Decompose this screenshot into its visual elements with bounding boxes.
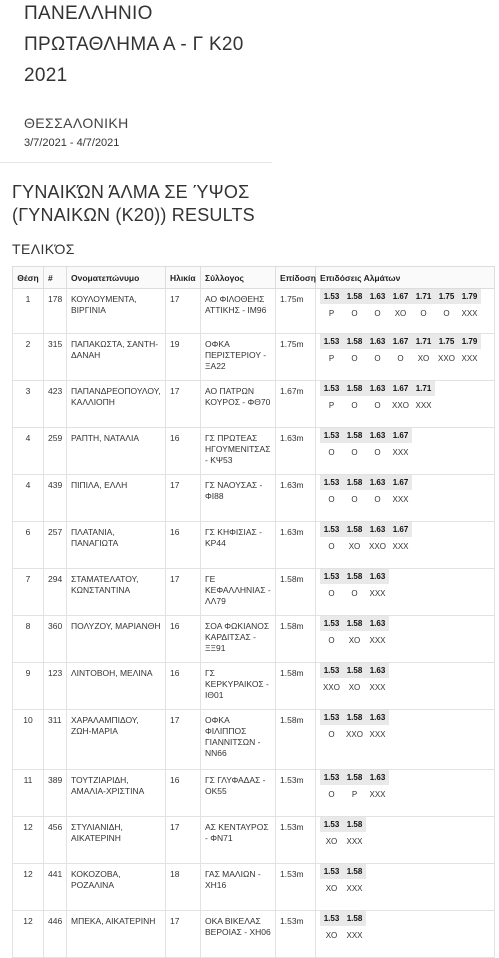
attempts-grid <box>320 911 490 941</box>
cell-athlete-name: ΣΤΑΜΑΤΕΛΑΤΟΥ, ΚΩΝΣΤΑΝΤΙΝΑ <box>67 569 166 616</box>
cell-club: ΓΣ ΚΕΡΚΥΡΑΙΚΟΣ - ΙΘ01 <box>201 663 276 710</box>
attempt-height: 1.58 <box>343 522 366 537</box>
attempts-grid <box>320 663 490 693</box>
cell-bib: 311 <box>44 710 67 770</box>
attempt-result: O <box>328 635 335 645</box>
cell-athlete-name: ΚΟΚΟΖΟΒΑ, ΡΟΖΑΛΙΝΑ <box>67 864 166 911</box>
attempt-result: O <box>374 400 381 410</box>
attempt-result: XO <box>325 883 338 893</box>
attempt-result: XO <box>348 682 361 692</box>
cell-attempts <box>316 817 495 864</box>
cell-position: 4 <box>13 428 44 475</box>
attempt-result: XXX <box>415 400 432 410</box>
attempt-height: 1.63 <box>366 334 389 349</box>
attempt-height: 1.71 <box>412 334 435 349</box>
cell-attempts <box>316 569 495 616</box>
attempt-height: 1.53 <box>320 616 343 631</box>
cell-position: 3 <box>13 381 44 428</box>
table-row <box>13 428 495 475</box>
results-table <box>12 266 495 958</box>
attempts-grid <box>320 475 490 505</box>
table-header-row <box>13 267 495 289</box>
attempt-height: 1.53 <box>320 770 343 785</box>
col-header-bib[interactable]: # <box>44 267 67 289</box>
attempt-height: 1.53 <box>320 663 343 678</box>
col-header-name[interactable]: Ονοματεπώνυμο <box>67 267 166 289</box>
cell-position: 12 <box>13 817 44 864</box>
cell-attempts <box>316 710 495 770</box>
attempt-height: 1.58 <box>343 475 366 490</box>
cell-bib: 123 <box>44 663 67 710</box>
attempt-result: O <box>328 588 335 598</box>
cell-attempts <box>316 428 495 475</box>
attempt-height: 1.71 <box>412 289 435 304</box>
attempt-height: 1.58 <box>343 381 366 396</box>
cell-position: 12 <box>13 911 44 958</box>
attempts-grid <box>320 770 490 800</box>
attempt-result: O <box>351 588 358 598</box>
table-row <box>13 522 495 569</box>
cell-mark: 1.58m <box>276 663 316 710</box>
cell-mark: 1.63m <box>276 475 316 522</box>
attempt-height: 1.63 <box>366 710 389 725</box>
cell-age: 17 <box>166 381 201 428</box>
page-title-line-2: ΠΡΩΤΑΘΛΗΜΑ Α - Γ Κ20 <box>24 34 244 55</box>
cell-mark: 1.53m <box>276 911 316 958</box>
attempt-result: XXX <box>392 447 409 457</box>
attempt-result: P <box>328 400 335 410</box>
round-title: ΤΕΛΙΚΌΣ <box>12 241 75 257</box>
cell-bib: 389 <box>44 770 67 817</box>
attempt-result: XXX <box>461 308 478 318</box>
attempts-grid <box>320 381 490 411</box>
cell-attempts <box>316 522 495 569</box>
attempt-height: 1.53 <box>320 911 343 926</box>
cell-athlete-name: ΠΑΠΑΝΔΡΕΟΠΟΥΛΟΥ, ΚΑΛΛΙΟΠΗ <box>67 381 166 428</box>
attempt-height: 1.63 <box>366 428 389 443</box>
cell-athlete-name: ΧΑΡΑΛΑΜΠΙΔΟΥ, ΖΩΗ-ΜΑΡΙΑ <box>67 710 166 770</box>
cell-attempts <box>316 911 495 958</box>
cell-bib: 259 <box>44 428 67 475</box>
attempt-result: O <box>374 447 381 457</box>
attempts-grid <box>320 616 490 646</box>
table-row <box>13 911 495 958</box>
cell-mark: 1.58m <box>276 569 316 616</box>
attempt-result: P <box>328 353 335 363</box>
attempt-height: 1.58 <box>343 289 366 304</box>
cell-club: ΑΣ ΚΕΝΤΑΥΡΟΣ - ΦΝ71 <box>201 817 276 864</box>
cell-age: 19 <box>166 334 201 381</box>
attempt-height: 1.53 <box>320 817 343 832</box>
attempt-height: 1.63 <box>366 289 389 304</box>
attempt-result: P <box>328 308 335 318</box>
attempt-result: XO <box>348 541 361 551</box>
cell-bib: 315 <box>44 334 67 381</box>
attempt-result: O <box>328 494 335 504</box>
attempt-height: 1.79 <box>458 289 481 304</box>
cell-position: 8 <box>13 616 44 663</box>
attempt-height: 1.63 <box>366 569 389 584</box>
cell-mark: 1.75m <box>276 289 316 334</box>
col-header-mark[interactable]: Επίδοση <box>276 267 316 289</box>
cell-mark: 1.67m <box>276 381 316 428</box>
attempts-grid <box>320 864 490 894</box>
cell-athlete-name: ΤΟΥΤΖΙΑΡΙΔΗ, ΑΜΑΛΙΑ-ΧΡΙΣΤΙΝΑ <box>67 770 166 817</box>
attempt-result: O <box>351 494 358 504</box>
cell-athlete-name: ΜΠΕΚΑ, ΑΙΚΑΤΕΡΙΝΗ <box>67 911 166 958</box>
cell-athlete-name: ΠΛΑΤΑΝΙΑ, ΠΑΝΑΓΙΩΤΑ <box>67 522 166 569</box>
table-row <box>13 710 495 770</box>
attempts-grid <box>320 569 490 599</box>
cell-position: 2 <box>13 334 44 381</box>
col-header-attempts[interactable]: Επιδόσεις Αλμάτων <box>316 267 495 289</box>
cell-bib: 294 <box>44 569 67 616</box>
table-row <box>13 817 495 864</box>
page-header <box>0 0 499 149</box>
cell-age: 17 <box>166 569 201 616</box>
attempt-height: 1.67 <box>389 289 412 304</box>
cell-bib: 446 <box>44 911 67 958</box>
attempt-result: O <box>397 353 404 363</box>
cell-position: 1 <box>13 289 44 334</box>
table-row <box>13 569 495 616</box>
cell-age: 17 <box>166 710 201 770</box>
location-label: ΘΕΣΣΑΛΟΝΙΚΗ <box>24 115 129 131</box>
cell-bib: 456 <box>44 817 67 864</box>
cell-age: 17 <box>166 817 201 864</box>
attempts-grid <box>320 710 490 740</box>
attempt-height: 1.67 <box>389 522 412 537</box>
attempt-result: XXX <box>346 836 363 846</box>
cell-attempts <box>316 663 495 710</box>
cell-mark: 1.58m <box>276 710 316 770</box>
cell-position: 9 <box>13 663 44 710</box>
cell-athlete-name: ΠΑΠΑΚΩΣΤΑ, ΣΑΝΤΗ-ΔΑΝΑΗ <box>67 334 166 381</box>
attempt-result: O <box>374 308 381 318</box>
table-row <box>13 475 495 522</box>
attempt-height: 1.58 <box>343 334 366 349</box>
table-row <box>13 770 495 817</box>
cell-attempts <box>316 334 495 381</box>
cell-age: 17 <box>166 911 201 958</box>
cell-mark: 1.53m <box>276 864 316 911</box>
cell-position: 11 <box>13 770 44 817</box>
attempt-result: XXX <box>346 930 363 940</box>
cell-club: ΓΣ ΠΡΩΤΕΑΣ ΗΓΟΥΜΕΝΙΤΣΑΣ - ΚΨ53 <box>201 428 276 475</box>
attempt-result: XXO <box>346 729 363 739</box>
attempts-grid <box>320 817 490 847</box>
attempt-result: O <box>351 353 358 363</box>
attempt-height: 1.53 <box>320 289 343 304</box>
attempt-height: 1.53 <box>320 334 343 349</box>
attempt-height: 1.58 <box>343 817 366 832</box>
attempt-height: 1.58 <box>343 770 366 785</box>
cell-attempts <box>316 770 495 817</box>
table-row <box>13 864 495 911</box>
attempt-result: XO <box>325 836 338 846</box>
attempt-height: 1.67 <box>389 475 412 490</box>
cell-attempts <box>316 616 495 663</box>
attempt-result: O <box>351 447 358 457</box>
event-title-line-1: ΓΥΝΑΙΚΏΝ ΆΛΜΑ ΣΕ ΎΨΟΣ <box>12 182 250 202</box>
cell-athlete-name: ΠΙΠΙΛΑ, ΕΛΛΗ <box>67 475 166 522</box>
cell-club: ΓΣ ΓΛΥΦΑΔΑΣ - ΟΚ55 <box>201 770 276 817</box>
cell-athlete-name: ΡΑΠΤΗ, ΝΑΤΑΛΙΑ <box>67 428 166 475</box>
cell-age: 18 <box>166 864 201 911</box>
attempt-result: XXX <box>369 729 386 739</box>
attempt-result: XO <box>325 930 338 940</box>
cell-club: ΓΕ ΚΕΦΑΛΛΗΝΙΑΣ - ΛΛ79 <box>201 569 276 616</box>
table-row <box>13 289 495 334</box>
cell-club: ΓΣ ΚΗΦΙΣΙΑΣ - ΚΡ44 <box>201 522 276 569</box>
cell-athlete-name: ΠΟΛΥΖΟΥ, ΜΑΡΙΑΝΘΗ <box>67 616 166 663</box>
attempt-height: 1.58 <box>343 569 366 584</box>
attempt-result: P <box>351 789 358 799</box>
attempt-height: 1.67 <box>389 428 412 443</box>
attempt-result: O <box>374 494 381 504</box>
attempt-result: XXO <box>392 400 409 410</box>
attempt-height: 1.63 <box>366 770 389 785</box>
cell-bib: 257 <box>44 522 67 569</box>
cell-position: 4 <box>13 475 44 522</box>
attempts-grid <box>320 334 490 364</box>
cell-athlete-name: ΣΤΥΛΙΑΝΙΔΗ, ΑΙΚΑΤΕΡΙΝΗ <box>67 817 166 864</box>
cell-age: 16 <box>166 428 201 475</box>
attempt-height: 1.63 <box>366 616 389 631</box>
table-row <box>13 616 495 663</box>
results-body <box>13 289 495 958</box>
cell-bib: 360 <box>44 616 67 663</box>
attempts-grid <box>320 522 490 552</box>
cell-bib: 178 <box>44 289 67 334</box>
cell-bib: 423 <box>44 381 67 428</box>
attempt-height: 1.58 <box>343 616 366 631</box>
col-header-age[interactable]: Ηλικία <box>166 267 201 289</box>
attempt-height: 1.58 <box>343 663 366 678</box>
table-row <box>13 663 495 710</box>
cell-club: ΟΦΚΑ ΠΕΡΙΣΤΕΡΙΟΥ - ΞΑ22 <box>201 334 276 381</box>
attempt-result: XXX <box>392 541 409 551</box>
attempt-result: XO <box>417 353 430 363</box>
cell-club: ΟΚΑ ΒΙΚΕΛΑΣ ΒΕΡΟΙΑΣ - ΧΗ06 <box>201 911 276 958</box>
attempt-result: XXX <box>369 588 386 598</box>
attempt-result: XXO <box>323 682 340 692</box>
attempt-height: 1.63 <box>366 663 389 678</box>
attempt-height: 1.63 <box>366 475 389 490</box>
attempts-grid <box>320 428 490 458</box>
cell-age: 17 <box>166 289 201 334</box>
cell-mark: 1.53m <box>276 770 316 817</box>
attempt-result: XO <box>348 635 361 645</box>
attempt-height: 1.63 <box>366 522 389 537</box>
header-divider <box>0 162 272 163</box>
cell-attempts <box>316 381 495 428</box>
attempt-height: 1.79 <box>458 334 481 349</box>
table-row <box>13 334 495 381</box>
cell-attempts <box>316 289 495 334</box>
attempt-result: O <box>351 400 358 410</box>
cell-club: ΓΣ ΝΑΟΥΣΑΣ - ΦΙ88 <box>201 475 276 522</box>
cell-attempts <box>316 475 495 522</box>
attempt-result: XXX <box>369 789 386 799</box>
cell-club: ΑΟ ΠΑΤΡΩΝ ΚΟΥΡΟΣ - ΦΘ70 <box>201 381 276 428</box>
attempt-height: 1.53 <box>320 475 343 490</box>
event-title <box>12 181 499 227</box>
attempt-result: O <box>374 353 381 363</box>
cell-age: 17 <box>166 475 201 522</box>
cell-club: ΟΦΚΑ ΦΙΛΙΠΠΟΣ ΓΙΑΝΝΙΤΣΩΝ - ΝΝ66 <box>201 710 276 770</box>
attempt-result: XXX <box>369 635 386 645</box>
attempt-result: XXO <box>369 541 386 551</box>
cell-bib: 441 <box>44 864 67 911</box>
attempt-result: O <box>443 308 450 318</box>
cell-position: 7 <box>13 569 44 616</box>
attempt-height: 1.53 <box>320 569 343 584</box>
cell-athlete-name: ΛΙΝΤΟΒΟΗ, ΜΕΛΙΝΑ <box>67 663 166 710</box>
attempt-height: 1.75 <box>435 289 458 304</box>
attempt-result: O <box>328 789 335 799</box>
attempt-result: XXO <box>438 353 455 363</box>
attempt-height: 1.53 <box>320 428 343 443</box>
attempt-height: 1.53 <box>320 522 343 537</box>
attempt-result: XXX <box>346 883 363 893</box>
cell-attempts <box>316 864 495 911</box>
cell-age: 16 <box>166 663 201 710</box>
attempt-height: 1.63 <box>366 381 389 396</box>
cell-position: 12 <box>13 864 44 911</box>
attempt-height: 1.53 <box>320 381 343 396</box>
cell-club: ΓΑΣ ΜΑΛΙΩΝ - ΧΗ16 <box>201 864 276 911</box>
attempt-result: O <box>328 447 335 457</box>
attempt-height: 1.58 <box>343 710 366 725</box>
attempt-height: 1.71 <box>412 381 435 396</box>
attempt-result: XXX <box>461 353 478 363</box>
cell-age: 16 <box>166 616 201 663</box>
page-title-line-1: ΠΑΝΕΛΛΗΝΙΟ <box>24 3 153 24</box>
table-row <box>13 381 495 428</box>
attempt-height: 1.58 <box>343 911 366 926</box>
cell-age: 16 <box>166 522 201 569</box>
cell-mark: 1.58m <box>276 616 316 663</box>
attempt-result: O <box>351 308 358 318</box>
attempt-height: 1.53 <box>320 710 343 725</box>
attempt-result: XXX <box>369 682 386 692</box>
attempts-grid <box>320 289 490 319</box>
col-header-club[interactable]: Σύλλογος <box>201 267 276 289</box>
cell-mark: 1.63m <box>276 428 316 475</box>
cell-bib: 439 <box>44 475 67 522</box>
attempt-result: XO <box>394 308 407 318</box>
cell-mark: 1.75m <box>276 334 316 381</box>
cell-club: ΣΟΑ ΦΩΚΙΑΝΟΣ ΚΑΡΔΙΤΣΑΣ - ΞΞ91 <box>201 616 276 663</box>
cell-club: ΑΟ ΦΙΛΟΘΕΗΣ ΑΤΤΙΚΗΣ - ΙΜ96 <box>201 289 276 334</box>
attempt-height: 1.67 <box>389 381 412 396</box>
cell-position: 10 <box>13 710 44 770</box>
attempt-result: XXX <box>392 494 409 504</box>
attempt-height: 1.58 <box>343 428 366 443</box>
cell-mark: 1.63m <box>276 522 316 569</box>
event-title-line-2: (ΓΥΝΑΙΚΩΝ (Κ20)) RESULTS <box>12 205 255 225</box>
page-title-line-3: 2021 <box>24 65 68 86</box>
attempt-height: 1.53 <box>320 864 343 879</box>
attempt-result: O <box>328 541 335 551</box>
cell-age: 16 <box>166 770 201 817</box>
attempt-height: 1.58 <box>343 864 366 879</box>
cell-athlete-name: ΚΟΥΛΟΥΜΕΝΤΑ, ΒΙΡΓΙΝΙΑ <box>67 289 166 334</box>
attempt-result: O <box>420 308 427 318</box>
attempt-height: 1.75 <box>435 334 458 349</box>
attempt-height: 1.67 <box>389 334 412 349</box>
date-range: 3/7/2021 - 4/7/2021 <box>24 137 120 149</box>
cell-position: 6 <box>13 522 44 569</box>
col-header-position[interactable]: Θέση <box>13 267 44 289</box>
attempt-result: O <box>328 729 335 739</box>
cell-mark: 1.53m <box>276 817 316 864</box>
